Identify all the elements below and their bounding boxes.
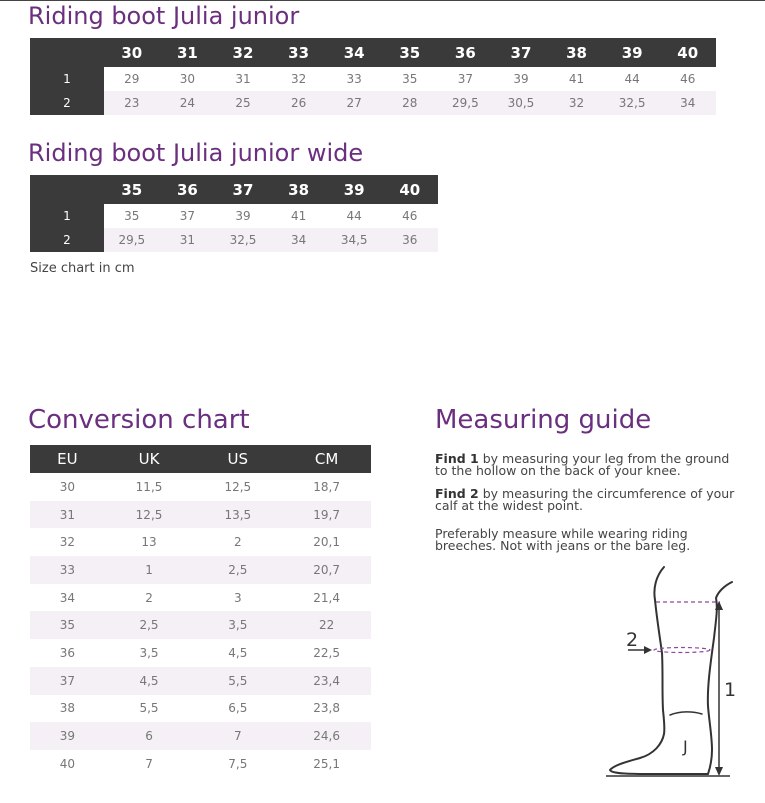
size-header-corner bbox=[30, 175, 104, 204]
conversion-cell: 5,5 bbox=[139, 701, 159, 716]
size-header-corner bbox=[30, 38, 104, 67]
conversion-cell: 3,5 bbox=[139, 645, 159, 660]
size-cell: 34,5 bbox=[326, 228, 382, 252]
measure-1-arrow-bottom bbox=[715, 767, 723, 776]
size-cell: 39 bbox=[235, 209, 251, 223]
size-header-cell: 38 bbox=[549, 38, 605, 67]
title-julia-junior-wide: Riding boot Julia junior wide bbox=[28, 139, 364, 167]
conversion-row bbox=[30, 722, 371, 750]
top-border bbox=[0, 0, 765, 1]
measure-2-arrow-head bbox=[644, 646, 652, 654]
size-header-cell: 35 bbox=[104, 175, 160, 204]
size-table-julia-junior bbox=[30, 38, 716, 115]
conversion-cell: 6,5 bbox=[228, 701, 248, 716]
conversion-cell: 24,6 bbox=[282, 722, 371, 750]
conversion-cell: 7 bbox=[193, 722, 282, 750]
size-cell: 29,5 bbox=[104, 228, 160, 252]
conversion-cell: 30 bbox=[59, 479, 75, 494]
size-cell: 34 bbox=[271, 228, 327, 252]
measure-1-label: 1 bbox=[724, 679, 737, 701]
conversion-cell: 7,5 bbox=[228, 756, 248, 771]
conversion-cell: 40 bbox=[59, 756, 75, 771]
conversion-cell: 1 bbox=[105, 556, 194, 584]
guide-preferably: Preferably measure while wearing riding breeches. Not with jeans or the bare leg. bbox=[435, 526, 691, 553]
size-cell: 31 bbox=[235, 72, 251, 86]
size-cell: 32 bbox=[549, 91, 605, 115]
size-cell: 29,5 bbox=[438, 91, 494, 115]
size-header-cell: 36 bbox=[438, 38, 494, 67]
conversion-cell: 32 bbox=[59, 535, 75, 550]
size-cell: 26 bbox=[271, 91, 327, 115]
size-cell: 46 bbox=[680, 72, 696, 86]
size-row-label: 2 bbox=[30, 228, 104, 252]
size-cell: 32,5 bbox=[215, 228, 271, 252]
size-row-label: 1 bbox=[30, 67, 104, 91]
boot-logo: J bbox=[683, 737, 688, 756]
conversion-cell: 31 bbox=[30, 501, 105, 529]
conversion-row bbox=[30, 667, 371, 695]
conversion-cell: 23,4 bbox=[282, 667, 371, 695]
conversion-header-cell: UK bbox=[105, 445, 194, 473]
size-cell: 23 bbox=[104, 91, 160, 115]
conversion-cell: 19,7 bbox=[282, 501, 371, 529]
conversion-cell: 20,1 bbox=[313, 535, 340, 550]
size-cell: 32,5 bbox=[604, 91, 660, 115]
conversion-cell: 38 bbox=[59, 701, 75, 716]
size-cell: 25 bbox=[215, 91, 271, 115]
size-cell: 29 bbox=[124, 72, 140, 86]
find-1-text: by measuring your leg from the ground to the hollow on the back of your knee. bbox=[435, 451, 730, 478]
conversion-cell: 12,5 bbox=[224, 479, 252, 494]
size-cell: 44 bbox=[624, 72, 640, 86]
conversion-header-cell: CM bbox=[282, 445, 371, 473]
size-header-cell: 30 bbox=[104, 38, 160, 67]
size-header-cell: 35 bbox=[382, 38, 438, 67]
find-2-text: by measuring the circumference of your calf at the widest point. bbox=[435, 486, 735, 513]
boot-top-line bbox=[670, 712, 702, 715]
conversion-row bbox=[30, 473, 371, 501]
size-header-cell: 39 bbox=[326, 175, 382, 204]
conversion-cell: 4,5 bbox=[105, 667, 194, 695]
guide-find-2 bbox=[435, 488, 745, 512]
size-row-label: 2 bbox=[30, 91, 104, 115]
size-cell: 24 bbox=[160, 91, 216, 115]
conversion-cell: 11,5 bbox=[135, 479, 163, 494]
size-table-julia-junior-wide bbox=[30, 175, 438, 252]
conversion-row bbox=[30, 528, 371, 556]
size-cell: 39 bbox=[513, 72, 529, 86]
size-cell: 30 bbox=[179, 72, 196, 86]
conversion-cell: 3 bbox=[233, 590, 242, 605]
conversion-cell: 33 bbox=[30, 556, 105, 584]
conversion-row bbox=[30, 501, 371, 529]
find-1-bold: Find 1 bbox=[435, 451, 479, 466]
conversion-cell: 25,1 bbox=[313, 756, 340, 771]
conversion-table bbox=[30, 445, 371, 778]
size-row-2 bbox=[30, 91, 716, 115]
measure-2-label: 2 bbox=[626, 629, 639, 651]
size-cell: 31 bbox=[160, 228, 216, 252]
conversion-cell: 12,5 bbox=[105, 501, 194, 529]
size-row-1 bbox=[30, 204, 438, 228]
conversion-cell: 2,5 bbox=[105, 611, 194, 639]
conversion-cell: 34 bbox=[59, 590, 75, 605]
size-header-row bbox=[30, 175, 438, 204]
title-measuring-guide: Measuring guide bbox=[435, 405, 652, 435]
conversion-cell: 4,5 bbox=[228, 645, 248, 660]
size-cell: 41 bbox=[568, 72, 585, 86]
conversion-header-cell: EU bbox=[30, 445, 105, 473]
size-row-2 bbox=[30, 228, 438, 252]
size-header-cell: 37 bbox=[215, 175, 271, 204]
conversion-cell: 13,5 bbox=[193, 501, 282, 529]
size-cell: 37 bbox=[457, 72, 473, 86]
conversion-cell: 13 bbox=[141, 535, 157, 550]
size-cell: 44 bbox=[346, 209, 362, 223]
size-header-cell: 32 bbox=[215, 38, 271, 67]
size-cell: 46 bbox=[402, 209, 418, 223]
size-header-cell: 38 bbox=[271, 175, 327, 204]
size-cell: 34 bbox=[660, 91, 716, 115]
conversion-cell: 20,7 bbox=[282, 556, 371, 584]
size-row-label: 1 bbox=[30, 204, 104, 228]
size-header-row bbox=[30, 38, 716, 67]
size-cell: 33 bbox=[346, 72, 362, 86]
guide-find-1 bbox=[435, 453, 745, 477]
conversion-cell: 21,4 bbox=[313, 590, 340, 605]
conversion-cell: 37 bbox=[30, 667, 105, 695]
conversion-cell: 35 bbox=[30, 611, 105, 639]
conversion-cell: 2 bbox=[233, 535, 242, 550]
size-header-cell: 36 bbox=[160, 175, 216, 204]
size-cell: 30,5 bbox=[493, 91, 549, 115]
title-julia-junior: Riding boot Julia junior bbox=[28, 2, 300, 30]
size-row-1 bbox=[30, 67, 716, 91]
conversion-cell: 22,5 bbox=[313, 645, 340, 660]
leg-back-outline bbox=[610, 567, 732, 774]
size-header-cell: 37 bbox=[493, 38, 549, 67]
conversion-cell: 3,5 bbox=[193, 611, 282, 639]
conversion-cell: 2 bbox=[145, 590, 153, 605]
find-2-bold: Find 2 bbox=[435, 486, 479, 501]
size-cell: 36 bbox=[382, 228, 438, 252]
leg-measurement-diagram bbox=[600, 560, 750, 785]
size-header-cell: 40 bbox=[660, 38, 716, 67]
size-header-cell: 33 bbox=[271, 38, 327, 67]
size-chart-note: Size chart in cm bbox=[30, 261, 135, 276]
conversion-cell: 7 bbox=[145, 756, 153, 771]
conversion-cell: 22 bbox=[282, 611, 371, 639]
conversion-cell: 2,5 bbox=[193, 556, 282, 584]
size-header-cell: 31 bbox=[160, 38, 216, 67]
size-cell: 32 bbox=[290, 72, 307, 86]
size-header-cell: 40 bbox=[382, 175, 438, 204]
size-header-cell: 34 bbox=[326, 38, 382, 67]
conversion-cell: 36 bbox=[59, 645, 75, 660]
title-conversion-chart: Conversion chart bbox=[28, 405, 250, 435]
size-cell: 41 bbox=[290, 209, 307, 223]
conversion-cell: 39 bbox=[30, 722, 105, 750]
conversion-row bbox=[30, 639, 371, 667]
size-cell: 35 bbox=[402, 72, 418, 86]
conversion-row bbox=[30, 750, 371, 778]
conversion-cell: 18,7 bbox=[313, 479, 340, 494]
conversion-header-row bbox=[30, 445, 371, 473]
conversion-row bbox=[30, 584, 371, 612]
conversion-row bbox=[30, 556, 371, 584]
size-cell: 37 bbox=[179, 209, 196, 223]
conversion-header-cell: US bbox=[193, 445, 282, 473]
size-cell: 27 bbox=[326, 91, 382, 115]
size-cell: 28 bbox=[382, 91, 438, 115]
conversion-cell: 6 bbox=[105, 722, 194, 750]
size-cell: 35 bbox=[124, 209, 140, 223]
conversion-cell: 23,8 bbox=[313, 701, 340, 716]
conversion-row bbox=[30, 611, 371, 639]
conversion-cell: 5,5 bbox=[193, 667, 282, 695]
size-header-cell: 39 bbox=[604, 38, 660, 67]
conversion-row bbox=[30, 695, 371, 723]
